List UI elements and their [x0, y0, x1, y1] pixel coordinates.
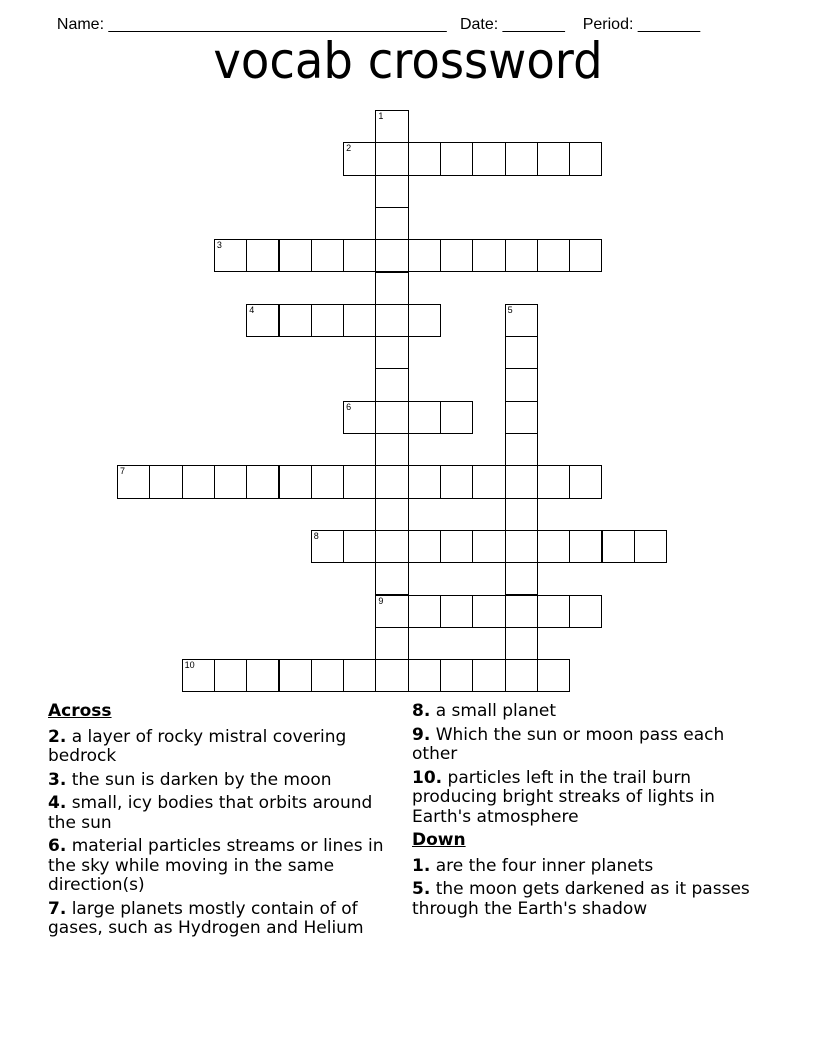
- crossword-cell[interactable]: [311, 304, 344, 337]
- crossword-cell[interactable]: [472, 142, 505, 175]
- crossword-cell[interactable]: [472, 595, 505, 628]
- crossword-cell[interactable]: [537, 239, 570, 272]
- clue-text: a small planet: [435, 701, 557, 721]
- crossword-cell[interactable]: [408, 595, 441, 628]
- clue-text: the moon gets darkened as it passes through the Earth's shadow: [412, 879, 750, 919]
- clue-text: a layer of rocky mistral covering bedrock: [48, 726, 347, 766]
- crossword-cell[interactable]: [505, 562, 538, 595]
- crossword-cell[interactable]: [537, 465, 570, 498]
- crossword-cell[interactable]: [375, 659, 408, 692]
- name-field-label: Name: ______________________________________: [56, 16, 447, 33]
- clue-across-2: [48, 728, 398, 767]
- crossword-cell[interactable]: [343, 239, 376, 272]
- crossword-cell[interactable]: [311, 465, 344, 498]
- crossword-cell[interactable]: [569, 530, 602, 563]
- crossword-cell[interactable]: [440, 659, 473, 692]
- crossword-cell[interactable]: [440, 401, 473, 434]
- crossword-cell[interactable]: [375, 336, 408, 369]
- clue-text: particles left in the trail burn producing bright streaks of lights in Earth's atmosphere: [412, 767, 715, 827]
- page-title: vocab crossword: [213, 32, 603, 90]
- clue-across-9: [412, 726, 762, 765]
- crossword-cell[interactable]: [569, 595, 602, 628]
- crossword-cell[interactable]: [375, 465, 408, 498]
- crossword-cell[interactable]: [375, 530, 408, 563]
- clue-across-10: [412, 769, 762, 828]
- crossword-cell[interactable]: [537, 595, 570, 628]
- crossword-cell[interactable]: [343, 142, 376, 175]
- cell-number: 7: [120, 466, 126, 477]
- date-field-label: Date: _______: [459, 16, 565, 33]
- crossword-cell[interactable]: [472, 239, 505, 272]
- crossword-cell[interactable]: [375, 272, 408, 305]
- down-heading: Down: [412, 830, 466, 850]
- crossword-cell[interactable]: [311, 530, 344, 563]
- clue-number: 1.: [412, 855, 431, 876]
- cell-number: 2: [346, 143, 352, 154]
- crossword-cell[interactable]: [505, 433, 538, 466]
- crossword-cell[interactable]: [408, 659, 441, 692]
- clue-text: large planets mostly contain of of gases, such as Hydrogen and Helium: [48, 898, 364, 938]
- period-field-label: Period: _______: [582, 16, 701, 33]
- crossword-cell[interactable]: [505, 401, 538, 434]
- clue-across-4: [48, 794, 398, 833]
- cell-number: 8: [313, 530, 319, 541]
- crossword-cell[interactable]: [440, 530, 473, 563]
- crossword-cell[interactable]: [246, 239, 279, 272]
- crossword-cell[interactable]: [375, 595, 408, 628]
- clue-number: 3.: [48, 769, 67, 790]
- crossword-cell[interactable]: [375, 433, 408, 466]
- crossword-cell[interactable]: [408, 239, 441, 272]
- clue-number: 5.: [412, 879, 431, 899]
- crossword-cell[interactable]: [117, 465, 150, 498]
- crossword-cell[interactable]: [279, 659, 312, 692]
- crossword-cell[interactable]: [537, 142, 570, 175]
- crossword-cell[interactable]: [408, 304, 441, 337]
- clue-number: 7.: [48, 898, 67, 919]
- crossword-cell[interactable]: [375, 498, 408, 531]
- crossword-cell[interactable]: [375, 401, 408, 434]
- crossword-cell[interactable]: [505, 595, 538, 628]
- crossword-cell[interactable]: [343, 304, 376, 337]
- crossword-cell[interactable]: [375, 175, 408, 208]
- crossword-cell[interactable]: [375, 627, 408, 660]
- cell-number: 3: [216, 240, 222, 251]
- crossword-cell[interactable]: [311, 239, 344, 272]
- crossword-cell[interactable]: [505, 239, 538, 272]
- crossword-cell[interactable]: [375, 142, 408, 175]
- crossword-cell[interactable]: [408, 530, 441, 563]
- cell-number: 6: [346, 401, 352, 412]
- crossword-cell[interactable]: [440, 239, 473, 272]
- clue-number: 2.: [48, 726, 67, 747]
- clue-number: 10.: [412, 767, 443, 788]
- crossword-cell[interactable]: [505, 530, 538, 563]
- clues-column-left: [48, 702, 398, 943]
- crossword-cell[interactable]: [279, 239, 312, 272]
- crossword-cell[interactable]: [537, 530, 570, 563]
- across-heading: Across: [48, 701, 112, 721]
- crossword-cell[interactable]: [505, 659, 538, 692]
- crossword-cell[interactable]: [279, 304, 312, 337]
- cell-number: 5: [507, 304, 513, 315]
- crossword-cell[interactable]: [149, 465, 182, 498]
- clue-text: Which the sun or moon pass each other: [412, 724, 725, 764]
- cell-number: 9: [378, 595, 384, 606]
- crossword-cell[interactable]: [375, 562, 408, 595]
- crossword-cell[interactable]: [505, 627, 538, 660]
- clue-number: 8.: [412, 701, 431, 721]
- crossword-cell[interactable]: [408, 142, 441, 175]
- crossword-cell[interactable]: [182, 659, 215, 692]
- crossword-cell[interactable]: [311, 659, 344, 692]
- crossword-cell[interactable]: [505, 336, 538, 369]
- crossword-cell[interactable]: [472, 659, 505, 692]
- clue-down-1: [412, 857, 762, 877]
- crossword-cell[interactable]: [440, 595, 473, 628]
- clue-across-6: [48, 837, 398, 896]
- crossword-cell[interactable]: [343, 401, 376, 434]
- crossword-cell[interactable]: [505, 304, 538, 337]
- crossword-cell[interactable]: [214, 465, 247, 498]
- crossword-cell[interactable]: [343, 465, 376, 498]
- clue-text: material particles streams or lines in the sky while moving in the same direction(s): [48, 836, 384, 895]
- crossword-cell[interactable]: [505, 498, 538, 531]
- crossword-cell[interactable]: [505, 142, 538, 175]
- crossword-cell[interactable]: [569, 142, 602, 175]
- crossword-cell[interactable]: [440, 465, 473, 498]
- crossword-cell[interactable]: [246, 304, 279, 337]
- crossword-cell[interactable]: [408, 401, 441, 434]
- crossword-cell[interactable]: [408, 465, 441, 498]
- crossword-cell[interactable]: [375, 239, 408, 272]
- crossword-cell[interactable]: [246, 465, 279, 498]
- cell-number: 1: [378, 111, 384, 121]
- clues-column-right: [412, 702, 762, 923]
- clue-text: small, icy bodies that orbits around the sun: [48, 793, 373, 833]
- cell-number: 10: [184, 660, 195, 671]
- crossword-cell[interactable]: [472, 465, 505, 498]
- crossword-cell[interactable]: [375, 110, 408, 143]
- crossword-cell[interactable]: [375, 368, 408, 401]
- clue-across-3: [48, 771, 398, 791]
- crossword-cell[interactable]: [279, 465, 312, 498]
- clue-number: 6.: [48, 836, 67, 856]
- crossword-cell[interactable]: [343, 530, 376, 563]
- clue-down-5: [412, 880, 762, 919]
- crossword-cell[interactable]: [214, 239, 247, 272]
- clue-number: 4.: [48, 793, 67, 813]
- crossword-cell[interactable]: [375, 207, 408, 240]
- crossword-cell[interactable]: [214, 659, 247, 692]
- crossword-cell[interactable]: [472, 530, 505, 563]
- crossword-cell[interactable]: [602, 530, 635, 563]
- clue-number: 9.: [412, 724, 431, 745]
- crossword-cell[interactable]: [375, 304, 408, 337]
- clue-text: are the four inner planets: [435, 855, 654, 876]
- clue-text: the sun is darken by the moon: [71, 769, 332, 790]
- crossword-cell[interactable]: [246, 659, 279, 692]
- crossword-cell[interactable]: [569, 239, 602, 272]
- cell-number: 4: [249, 304, 255, 315]
- crossword-cell[interactable]: [440, 142, 473, 175]
- crossword-cell[interactable]: [569, 465, 602, 498]
- crossword-cell[interactable]: [634, 530, 667, 563]
- crossword-cell[interactable]: [537, 659, 570, 692]
- clue-across-7: [48, 900, 398, 939]
- crossword-cell[interactable]: [505, 368, 538, 401]
- crossword-cell[interactable]: [505, 465, 538, 498]
- clue-across-8: [412, 702, 762, 722]
- crossword-cell[interactable]: [343, 659, 376, 692]
- crossword-cell[interactable]: [182, 465, 215, 498]
